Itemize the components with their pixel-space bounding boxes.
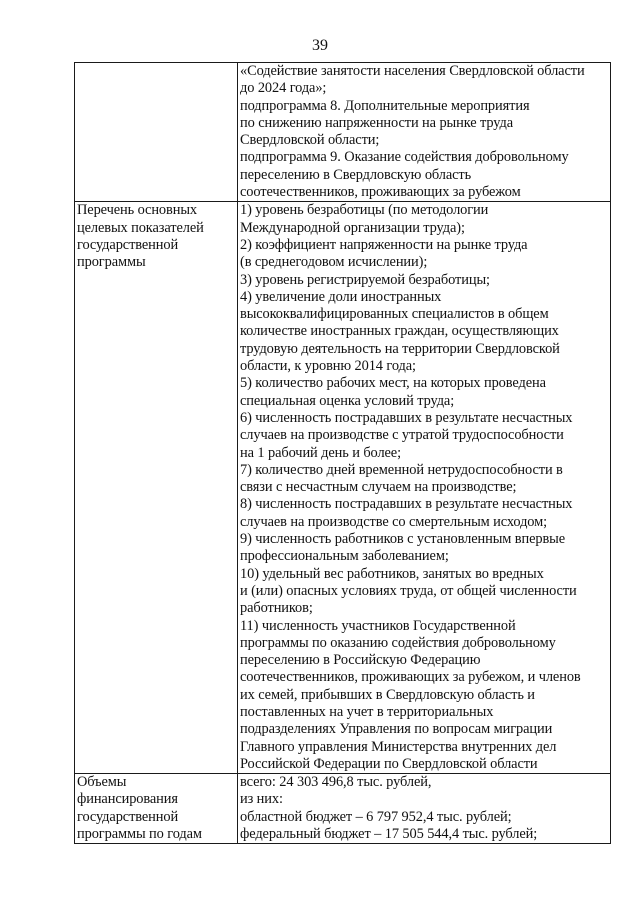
row-label-line: программы [77,254,146,271]
row-content-line: связи с несчастным случаем на производстве; [240,479,517,496]
row-content-line: 9) численность работников с установленным впервые [240,531,566,548]
row-content-cell [238,202,611,774]
row-content-line: количестве иностранных граждан, осуществляющих [240,323,559,340]
row-content-line: профессиональным заболеванием; [240,548,449,565]
row-label-line: программы по годам [77,826,202,843]
row-content-line: Главного управления Министерства внутренних дел [240,738,557,755]
row-label-line: целевых показателей [77,219,204,236]
row-content-line: соотечественников, проживающих за рубежом [240,184,521,201]
row-content-line: подпрограмма 8. Дополнительные мероприятия [240,97,530,114]
row-content-line: федеральный бюджет – 17 505 544,4 тыс. рублей; [240,826,538,843]
row-content-line: переселению в Свердловскую область [240,166,472,183]
row-content-line: 7) количество дней временной нетрудоспособности в [240,461,563,478]
row-content-line: подразделениях Управления по вопросам миграции [240,721,553,738]
row-content-line: высококвалифицированных специалистов в общем [240,306,549,323]
row-content-line: и (или) опасных условиях труда, от общей численности [240,582,577,599]
row-label-line: государственной [77,808,179,825]
row-label-cell [75,63,238,202]
row-content-line: 6) численность пострадавших в результате несчастных [240,409,573,426]
table-row [75,774,611,844]
program-passport-table [74,62,611,844]
row-content-line: случаев на производстве с утратой трудоспособности [240,427,564,444]
row-content-line: работников; [240,600,313,617]
row-content-cell [238,63,611,202]
row-label-line: государственной [77,236,179,253]
table-row [75,202,611,774]
row-label-cell [75,202,238,774]
page-number: 39 [312,37,328,54]
row-content-line: 10) удельный вес работников, занятых во вредных [240,565,544,582]
row-content-line: Международной организации труда); [240,219,465,236]
row-content-line: 2) коэффициент напряженности на рынке труда [240,236,528,253]
row-content-line: (в среднегодовом исчислении); [240,254,428,271]
row-content-line: 5) количество рабочих мест, на которых проведена [240,375,546,392]
row-content-line: области, к уровню 2014 года; [240,358,416,375]
row-content-line: программы по оказанию содействия добровольному [240,634,556,651]
row-content-line: Свердловской области; [240,132,380,149]
row-content-line: 8) численность пострадавших в результате несчастных [240,496,573,513]
row-content-line: из них: [240,791,283,808]
row-content-line: переселению в Российскую Федерацию [240,652,481,669]
table-row [75,63,611,202]
row-content-line: трудовую деятельность на территории Свердловской [240,340,560,357]
row-label-line: Объемы [77,774,127,791]
row-content-cell [238,774,611,844]
row-content-line: 1) уровень безработицы (по методологии [240,202,489,219]
row-content-line: поставленных на учет в территориальных [240,703,494,720]
row-content-line: на 1 рабочий день и более; [240,444,401,461]
row-content-line: всего: 24 303 496,8 тыс. рублей, [240,774,432,791]
row-label-cell [75,774,238,844]
row-content-line: 11) численность участников Государственной [240,617,516,634]
row-content-line: до 2024 года»; [240,80,327,97]
row-label-line: финансирования [77,791,178,808]
row-content-line: «Содействие занятости населения Свердловской области [240,63,585,79]
row-content-line: Российской Федерации по Свердловской области [240,755,538,772]
row-content-line: 4) увеличение доли иностранных [240,288,442,305]
row-content-line: областной бюджет – 6 797 952,4 тыс. рублей; [240,808,512,825]
row-content-line: их семей, прибывших в Свердловскую область и [240,686,535,703]
row-content-line: случаев на производстве со смертельным исходом; [240,513,548,530]
row-content-line: специальная оценка условий труда; [240,392,455,409]
row-content-line: 3) уровень регистрируемой безработицы; [240,271,490,288]
row-content-line: подпрограмма 9. Оказание содействия добровольному [240,149,569,166]
row-label-line: Перечень основных [77,202,197,219]
row-content-line: соотечественников, проживающих за рубежом, и членов [240,669,581,686]
row-content-line: по снижению напряженности на рынке труда [240,114,513,131]
